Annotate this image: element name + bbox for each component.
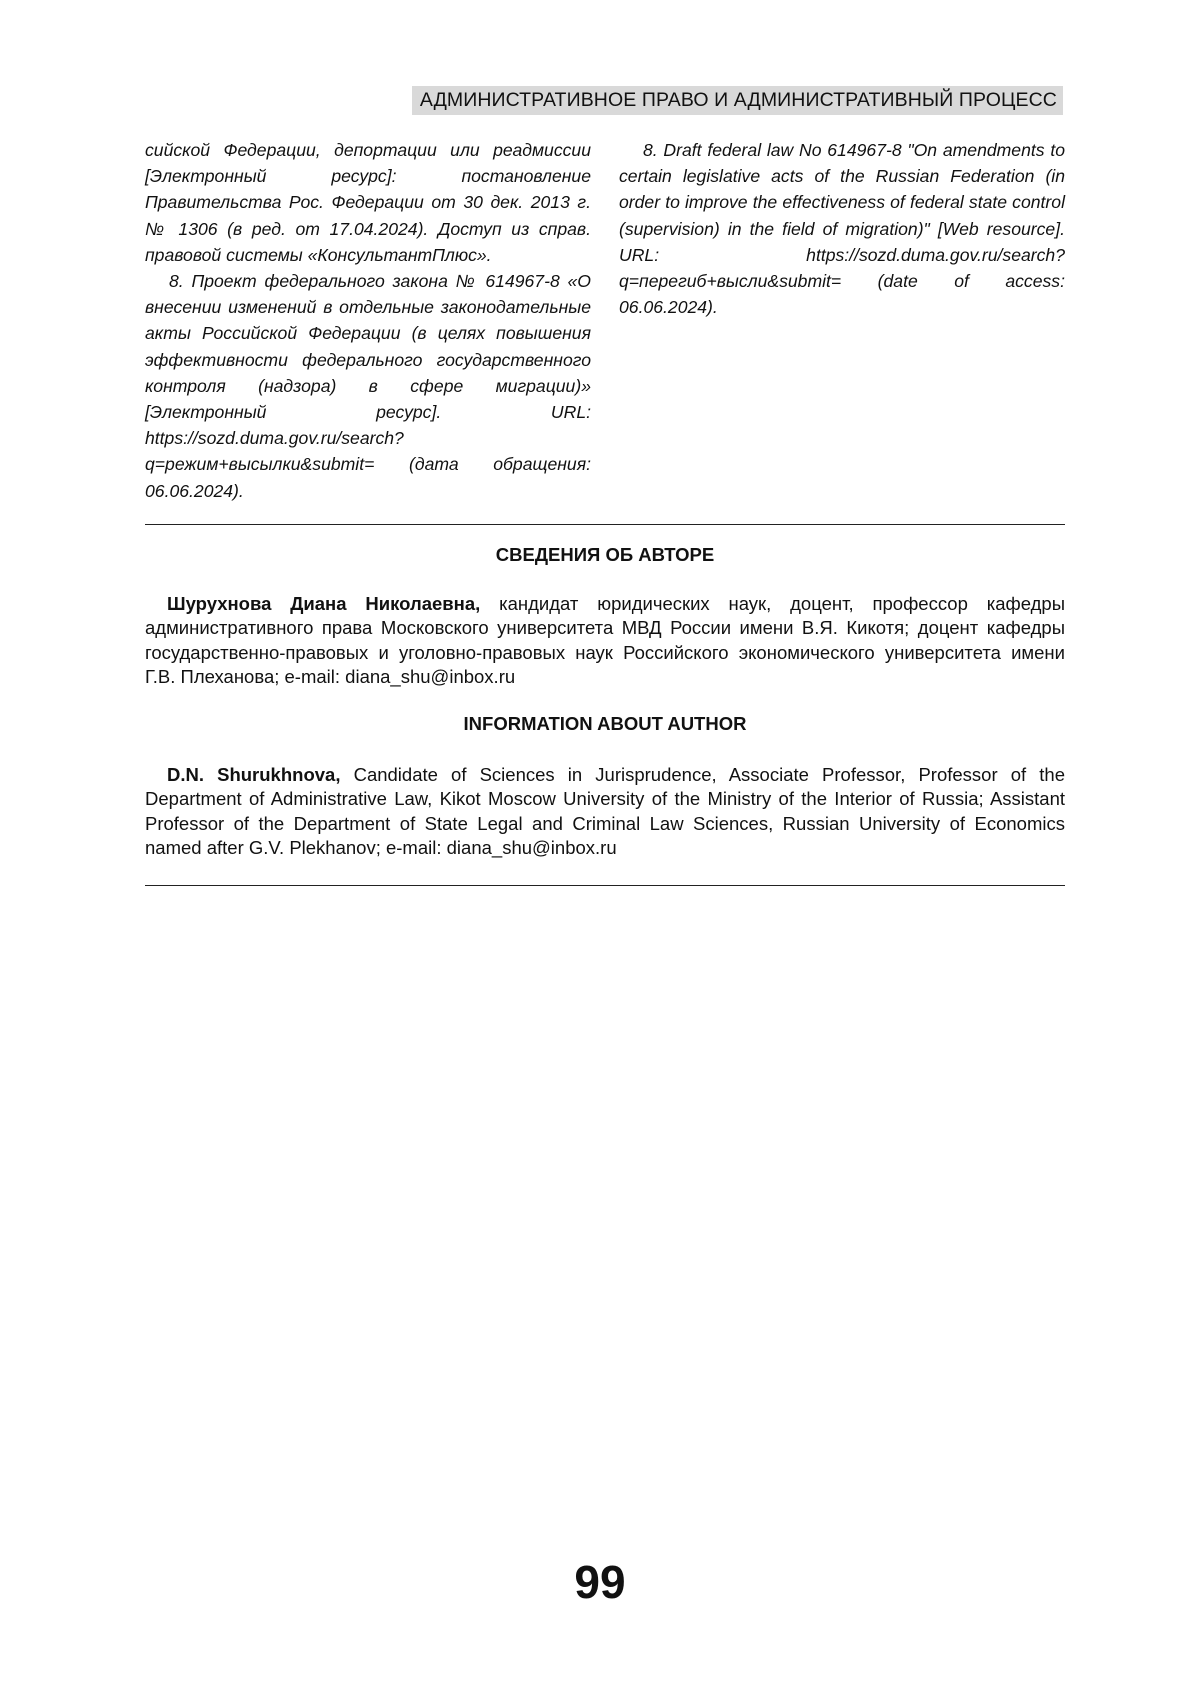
author-heading-en: INFORMATION ABOUT AUTHOR: [145, 713, 1065, 735]
author-name-ru: Шурухнова Диана Николаевна,: [167, 593, 480, 614]
author-details-en: Candidate of Sciences in Jurisprudence, Associate Professor, Professor of the Department of Administrative Law, Kikot Moscow University of the Ministry of the Interior of Russia; Assistant Professor of the Department of State Legal and Criminal Law Sciences, Russian University of Economics named after G.V. Plekhanov; e-mail: diana_shu@inbox.ru: [145, 764, 1065, 858]
author-name-en: D.N. Shurukhnova,: [167, 764, 340, 785]
author-details-ru: кандидат юридических наук, доцент, профессор кафедры административного права Московского университета МВД России имени В.Я. Кикотя; доцент кафедры государственно-правовых и уголовно-правовых наук Российского экономического университета имени Г.В. Плеханова; e-mail: diana_shu@inbox.ru: [145, 593, 1065, 687]
references-ru-column: [145, 137, 591, 504]
running-header: АДМИНИСТРАТИВНОЕ ПРАВО И АДМИНИСТРАТИВНЫЙ ПРОЦЕСС: [412, 86, 1063, 115]
reference-continuation: сийской Федерации, депортации или реадмиссии [Электронный ресурс]: постановление Правительства Рос. Федерации от 30 дек. 2013 г. № 1306 (в ред. от 17.04.2024). Доступ из справ. правовой системы «КонсультантПлюс».: [145, 137, 591, 268]
references-en-column: [619, 137, 1065, 320]
author-bio-ru: [145, 592, 1065, 690]
reference-item-8-en: 8. Draft federal law No 614967-8 "On amendments to certain legislative acts of the Russian Federation (in order to improve the effectiveness of federal state control (supervision) in the field of migration)" [Web resource]. URL: https://sozd.duma.gov.ru/search?q=перегиб+высли&submit= (date of access: 06.06.2024).: [619, 137, 1065, 320]
reference-item-8-ru: 8. Проект федерального закона № 614967-8 «О внесении изменений в отдельные законодательные акты Российской Федерации (в целях повышения эффективности федерального государственного контроля (надзора) в сфере миграции)» [Электронный ресурс]. URL: https://sozd.duma.gov.ru/search?q=режим+высылки&submit= (дата обращения: 06.06.2024).: [145, 268, 591, 504]
divider-top: [145, 524, 1065, 525]
author-heading-ru: СВЕДЕНИЯ ОБ АВТОРЕ: [145, 544, 1065, 566]
author-bio-en: [145, 763, 1065, 861]
divider-bottom: [145, 885, 1065, 886]
page-number: 99: [0, 1555, 1200, 1609]
